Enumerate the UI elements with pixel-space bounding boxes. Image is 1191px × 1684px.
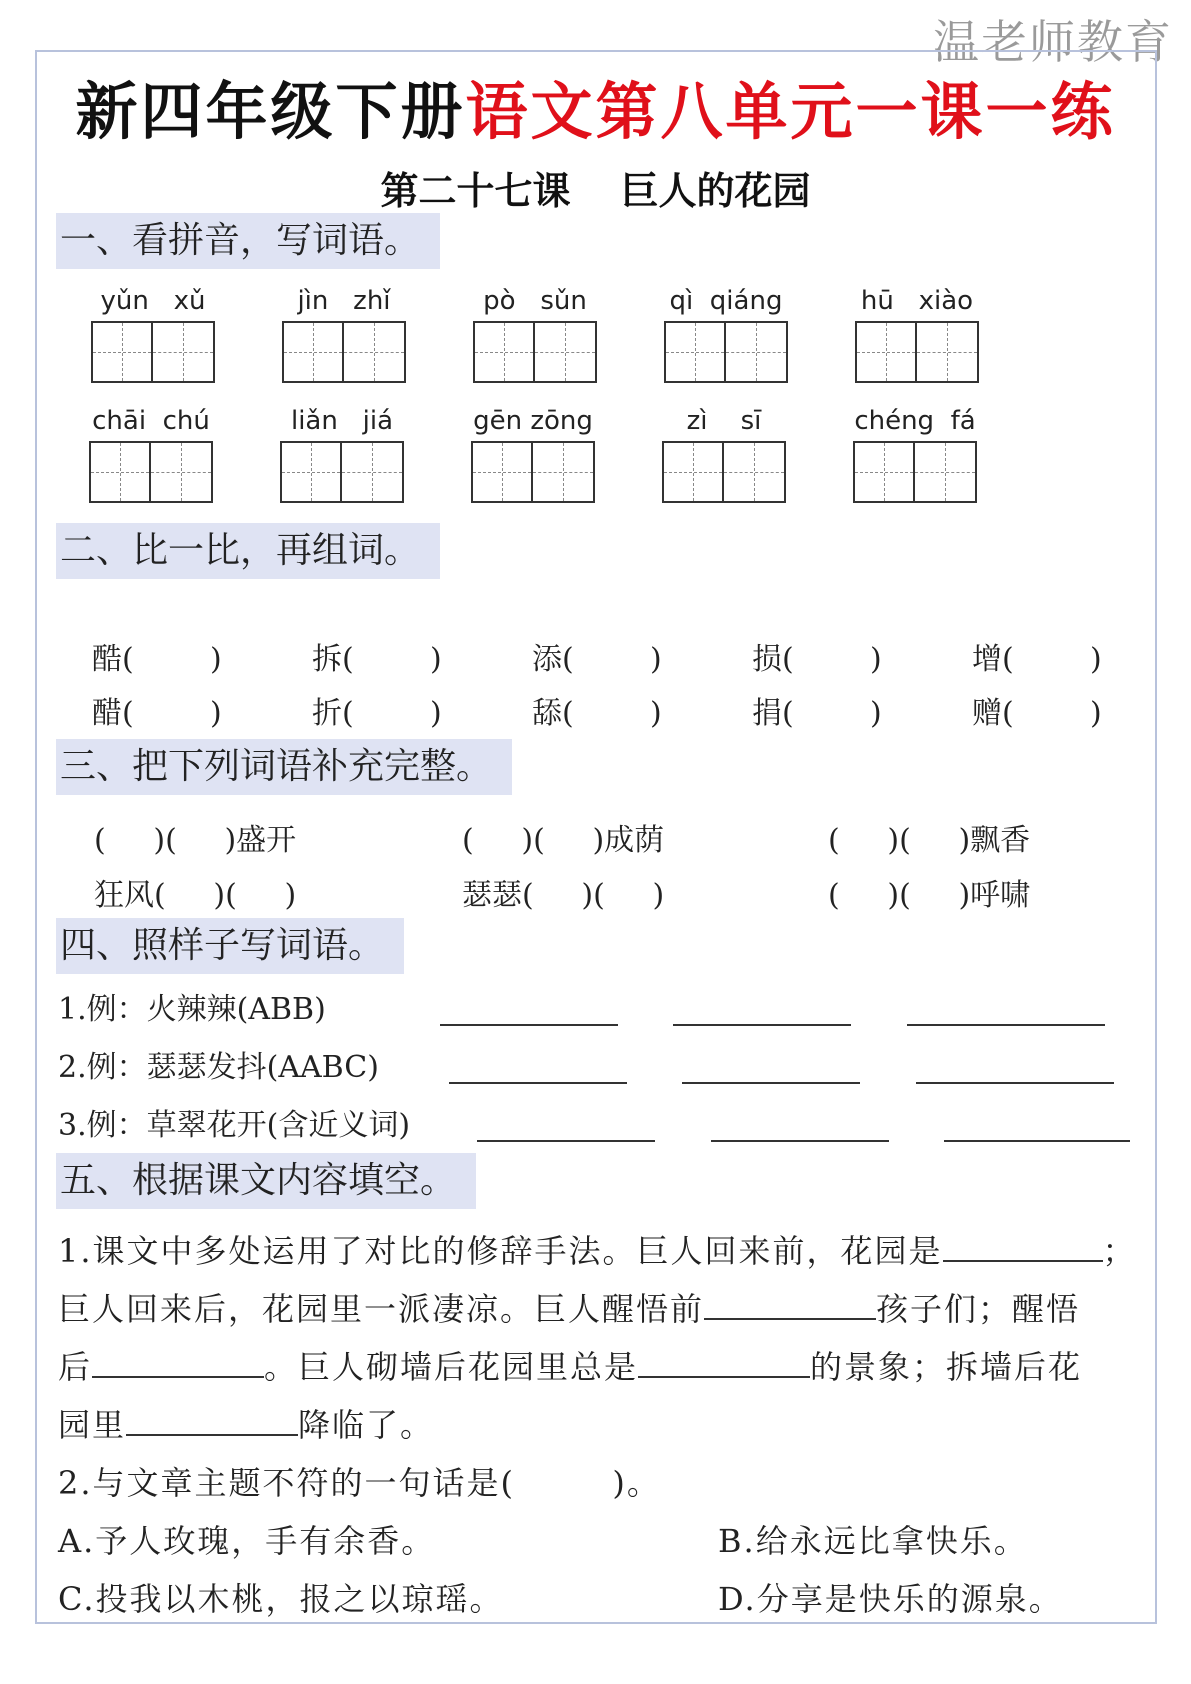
pinyin-label: chāi chú [92,406,210,436]
fill-paragraph-line-1: 1.课文中多处运用了对比的修辞手法。巨人回来前，花园是 ； [58,1232,1137,1270]
answer-line[interactable] [944,1140,1130,1142]
fill-blank[interactable] [92,1346,264,1378]
fill-blank[interactable] [126,1404,298,1436]
title-grade: 新四年级下册 [75,75,466,148]
choice-question-stem: 2.与文章主题不符的一句话是( )。 [58,1464,661,1502]
answer-line[interactable] [916,1082,1114,1084]
writing-grid[interactable] [91,321,215,383]
writing-grid[interactable] [473,321,597,383]
idiom-item[interactable]: ( )( )飘香 [828,823,1031,858]
section-3-heading: 三、把下列词语补充完整。 [56,739,512,795]
pinyin-cell [660,403,788,503]
compare-item[interactable]: 损( ) [752,642,882,677]
example-3: 3.例：草翠花开(含近义词) [58,1108,411,1143]
example-1: 1.例：火辣辣(ABB) [58,992,326,1027]
pinyin-cell [280,283,408,383]
compare-item[interactable]: 酷( ) [92,642,222,677]
pinyin-label: gēn zōng [473,406,593,436]
pinyin-cell [471,283,599,383]
writing-grid[interactable] [662,441,786,503]
pinyin-cell [87,403,215,503]
compare-item[interactable]: 折( ) [312,696,442,731]
idiom-item[interactable]: ( )( )呼啸 [828,878,1031,913]
fill-paragraph-line-4: 园里 降临了。 [58,1406,435,1444]
pinyin-label: hū xiào [860,286,974,316]
writing-grid[interactable] [89,441,213,503]
compare-item[interactable]: 捐( ) [752,696,882,731]
option-c[interactable]: C.投我以木桃，报之以琼瑶。 [58,1580,504,1618]
option-b[interactable]: B.给永远比拿快乐。 [718,1522,1028,1560]
pinyin-cell [278,403,406,503]
title-unit: 语文第八单元一课一练 [465,75,1116,148]
compare-item[interactable]: 拆( ) [312,642,442,677]
pinyin-cell [853,283,981,383]
pinyin-cell [469,403,597,503]
answer-line[interactable] [907,1024,1105,1026]
idiom-item[interactable]: 瑟瑟( )( ) [462,878,665,913]
compare-item[interactable]: 添( ) [532,642,662,677]
fill-paragraph-line-3: 后 。巨人砌墙后花园里总是 的景象；拆墙后花 [58,1348,1083,1386]
answer-line[interactable] [449,1082,627,1084]
lesson-number: 第二十七课 [380,169,571,213]
writing-grid[interactable] [853,441,977,503]
pinyin-cell [851,403,979,503]
lesson-name: 巨人的花园 [620,169,811,213]
example-2: 2.例：瑟瑟发抖(AABC) [58,1050,379,1085]
section-4-heading: 四、照样子写词语。 [56,918,404,974]
section-5-heading: 五、根据课文内容填空。 [56,1153,476,1209]
compare-item[interactable]: 舔( ) [532,696,662,731]
option-d[interactable]: D.分享是快乐的源泉。 [718,1580,1063,1618]
answer-line[interactable] [682,1082,860,1084]
lesson-subtitle [0,160,1191,215]
watermark: 温老师教育 [933,15,1173,69]
writing-grid[interactable] [855,321,979,383]
pinyin-label: yǔn xǔ [100,286,206,316]
pinyin-label: liǎn jiá [290,406,394,436]
fill-blank[interactable] [704,1288,876,1320]
idiom-item[interactable]: ( )( )成荫 [462,823,665,858]
idiom-item[interactable]: ( )( )盛开 [94,823,297,858]
pinyin-label: qì qiáng [669,286,783,316]
section-1-heading: 一、看拼音，写词语。 [56,213,440,269]
pinyin-cell [662,283,790,383]
writing-grid[interactable] [664,321,788,383]
pinyin-label: pò sǔn [483,286,587,316]
answer-line[interactable] [673,1024,851,1026]
writing-grid[interactable] [471,441,595,503]
answer-line[interactable] [440,1024,618,1026]
fill-paragraph-line-2: 巨人回来后，花园里一派凄凉。巨人醒悟前 孩子们；醒悟 [58,1290,1081,1328]
pinyin-label: jìn zhǐ [297,286,391,316]
answer-line[interactable] [477,1140,655,1142]
pinyin-cell [89,283,217,383]
writing-grid[interactable] [282,321,406,383]
pinyin-label: zì sī [686,406,762,436]
compare-item[interactable]: 增( ) [972,642,1102,677]
answer-line[interactable] [711,1140,889,1142]
pinyin-label: chéng fá [854,406,976,436]
compare-item[interactable]: 醋( ) [92,696,222,731]
idiom-item[interactable]: 狂风( )( ) [94,878,297,913]
fill-blank[interactable] [943,1230,1103,1262]
section-2-heading: 二、比一比，再组词。 [56,523,440,579]
writing-grid[interactable] [280,441,404,503]
main-title [0,62,1191,151]
compare-item[interactable]: 赠( ) [972,696,1102,731]
fill-blank[interactable] [638,1346,810,1378]
option-a[interactable]: A.予人玫瑰，手有余香。 [58,1522,436,1560]
